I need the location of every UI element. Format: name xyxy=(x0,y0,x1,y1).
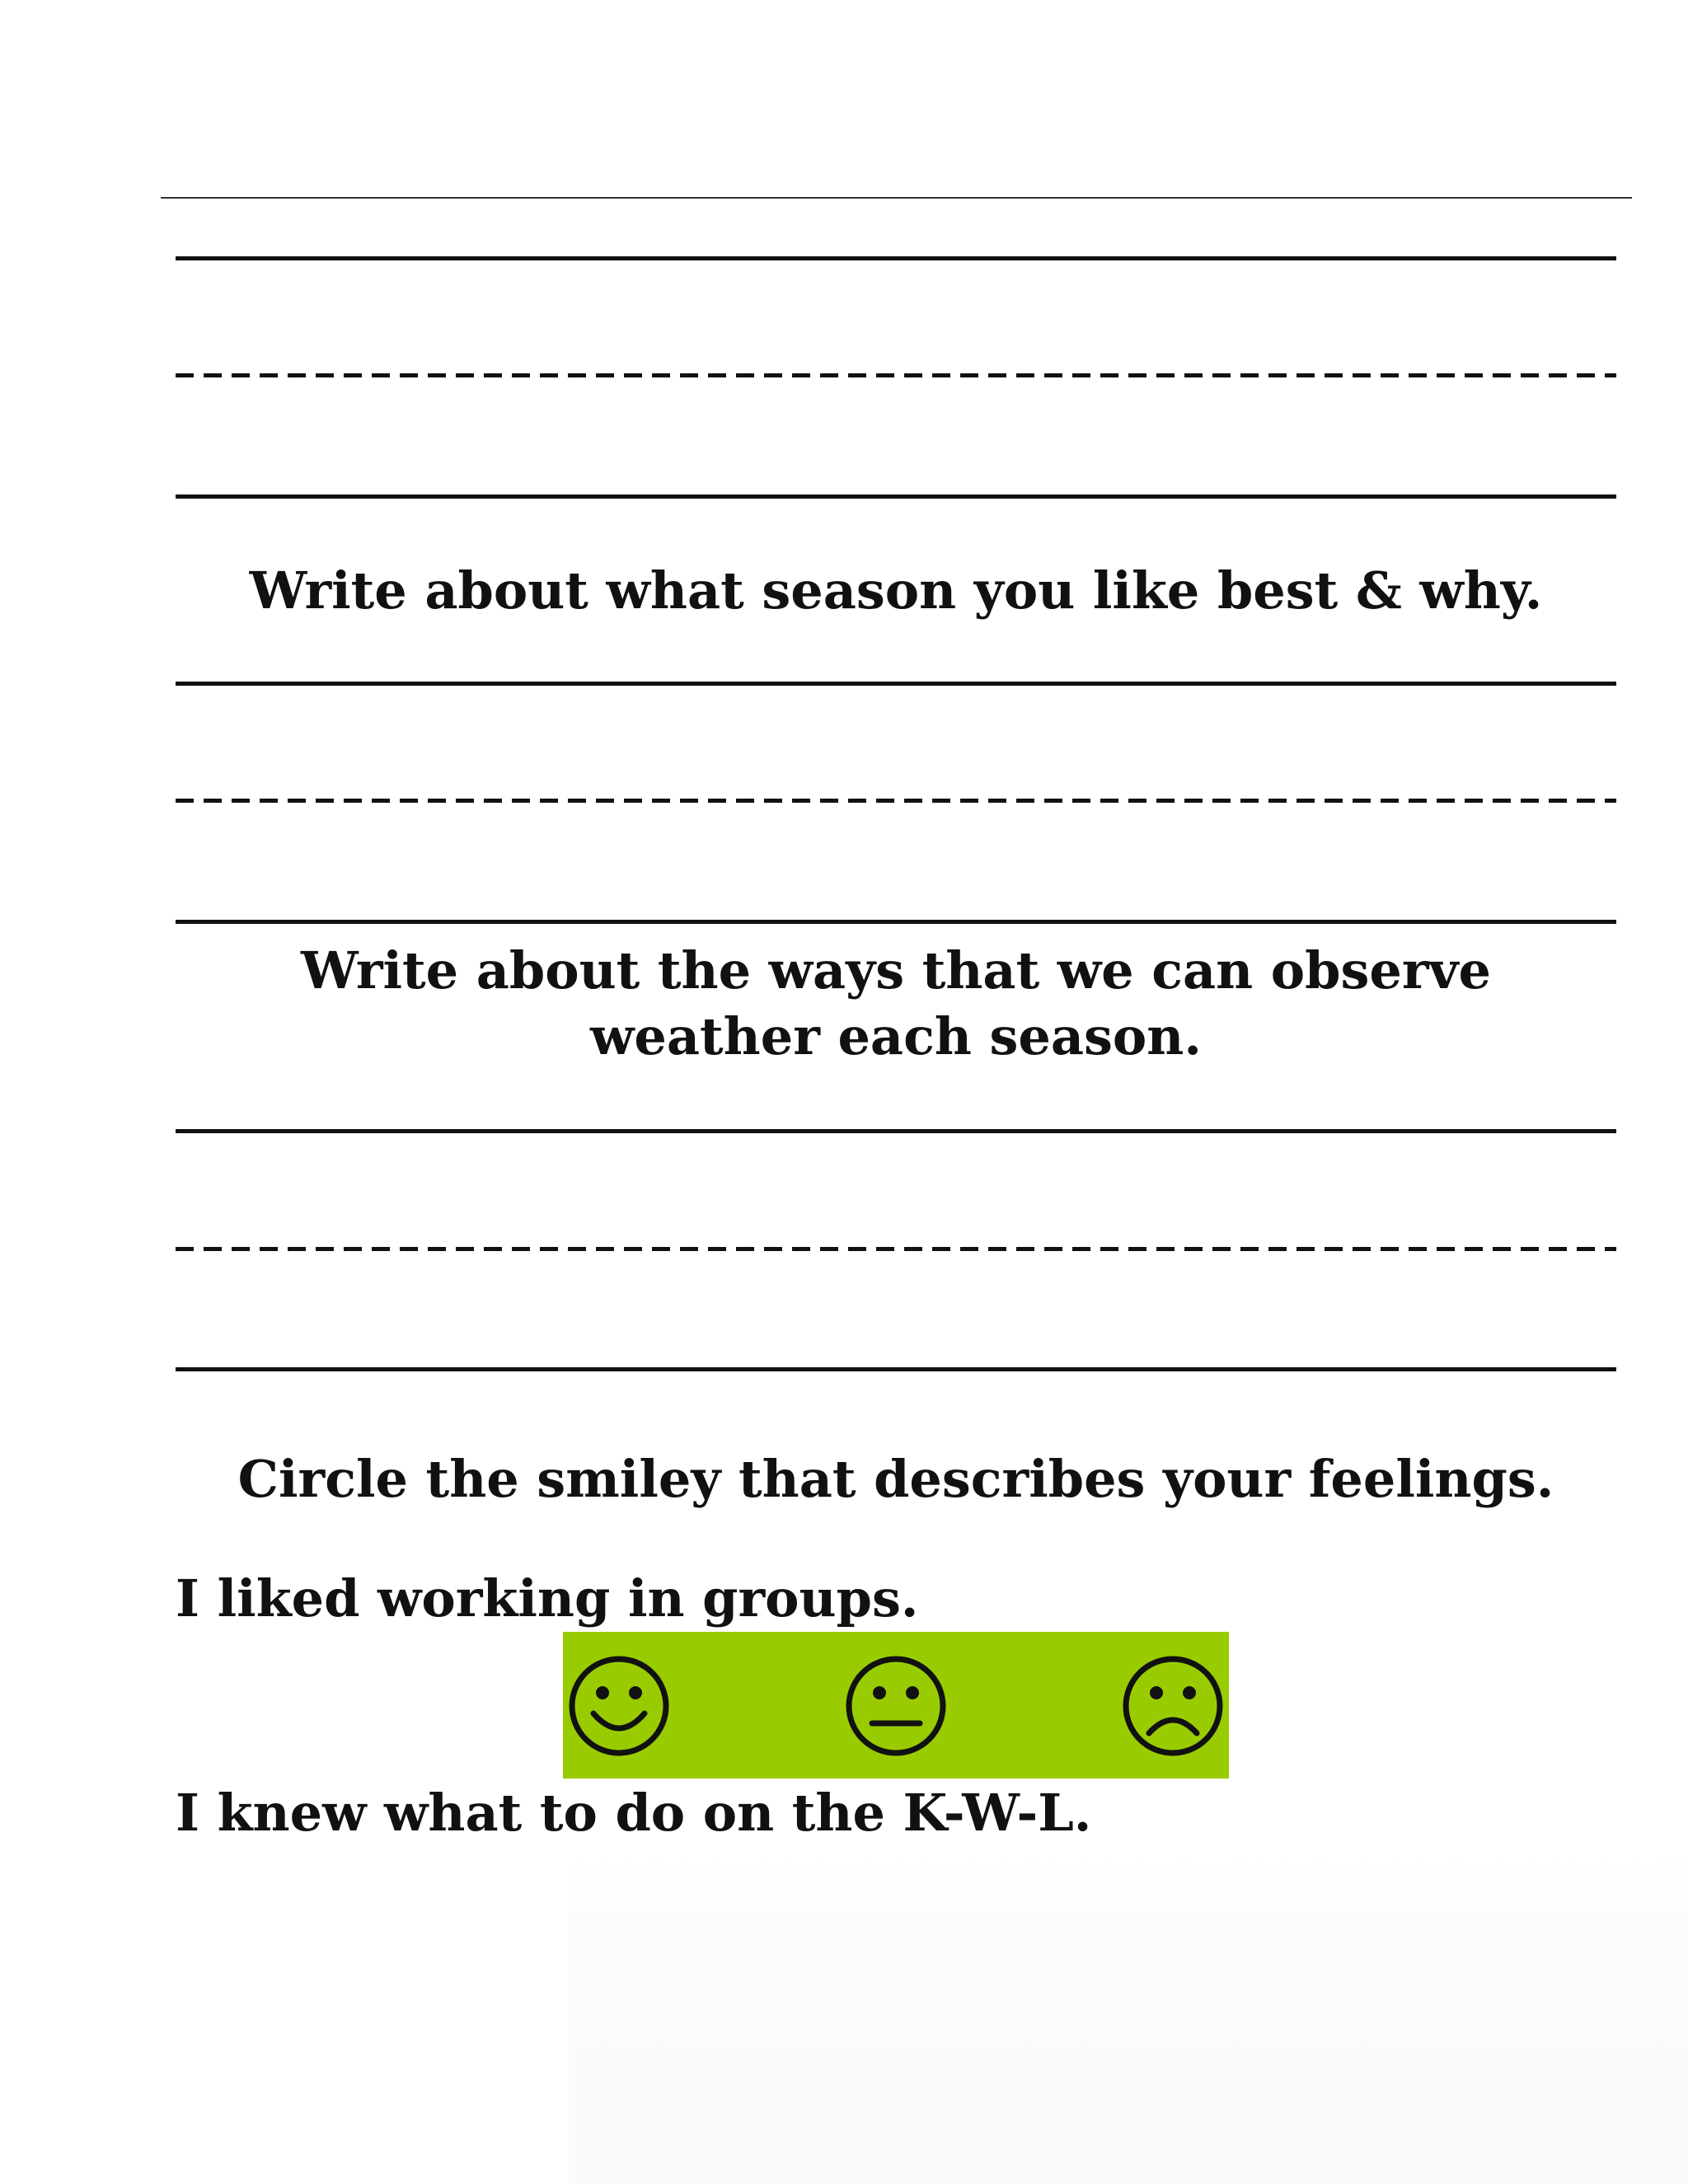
writing-line-baseline xyxy=(176,494,1616,499)
writing-line-baseline xyxy=(176,1367,1616,1371)
smiley-rating-bar xyxy=(563,1632,1229,1779)
header-rule xyxy=(161,197,1632,199)
prompt-circle-smiley: Circle the smiley that describes your feelings. xyxy=(237,1449,1554,1509)
writing-line-top xyxy=(176,682,1616,686)
prompt-season-best: Write about what season you like best & why. xyxy=(249,560,1543,621)
writing-line-baseline xyxy=(176,920,1616,924)
prompt-observe-weather: Write about the ways that we can observe weather each season. xyxy=(300,940,1491,1066)
writing-line-midline xyxy=(176,373,1616,377)
writing-line-top xyxy=(176,256,1616,260)
writing-line-midline xyxy=(176,1247,1616,1251)
writing-line-top xyxy=(176,1129,1616,1133)
page-shade xyxy=(569,1854,1688,2184)
neutral-face-icon[interactable] xyxy=(844,1654,948,1758)
writing-line-midline xyxy=(176,799,1616,803)
statement-kwl: I knew what to do on the K-W-L. xyxy=(176,1783,1092,1843)
statement-groups: I liked working in groups. xyxy=(176,1568,919,1629)
sad-face-icon[interactable] xyxy=(1121,1654,1225,1758)
happy-face-icon[interactable] xyxy=(567,1654,671,1758)
